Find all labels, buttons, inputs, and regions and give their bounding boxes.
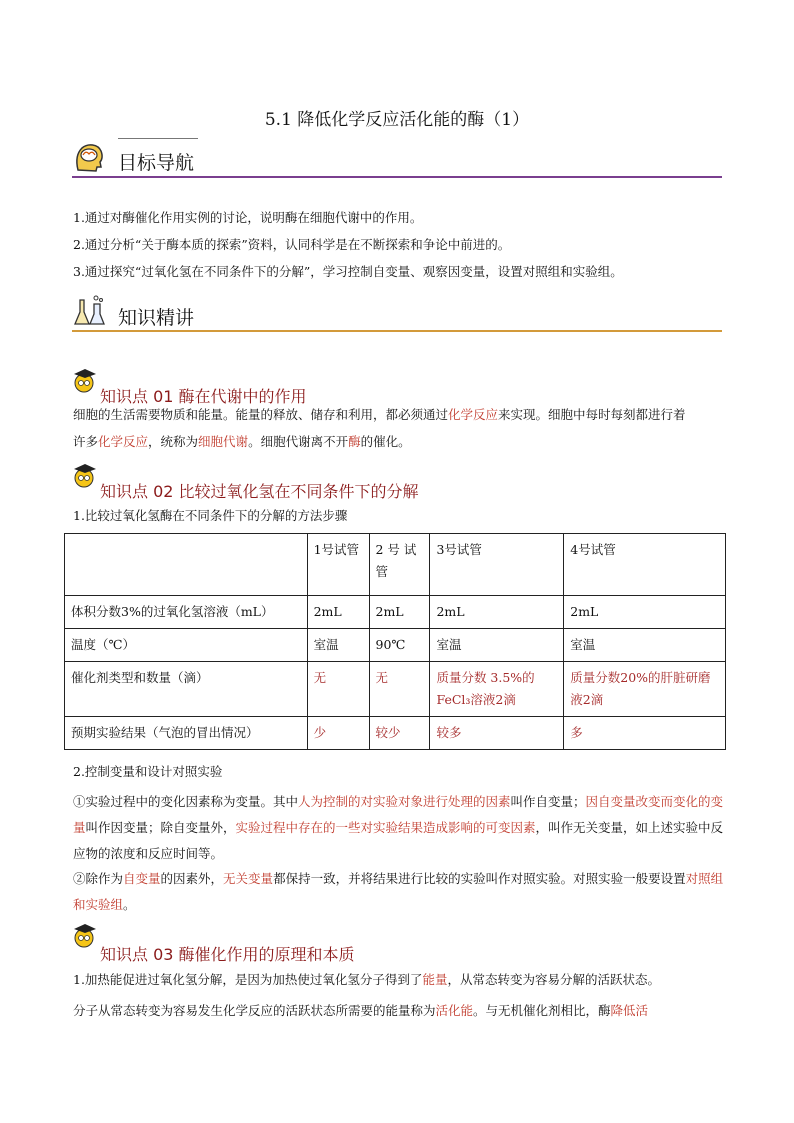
table-row bbox=[65, 596, 726, 629]
table-cell: 催化剂类型和数量（滴） bbox=[65, 662, 308, 717]
kp1-text-line2: 许多化学反应，统称为细胞代谢。细胞代谢离不开酶的催化。 bbox=[73, 434, 411, 449]
table-row bbox=[65, 629, 726, 662]
kp2-paragraph-1: ①实验过程中的变化因素称为变量。其中人为控制的对实验对象进行处理的因素叫作自变量；因自变量改变而变化的变量叫作因变量；除自变量外，实验过程中存在的一些对实验结果造成影响的可变因素，叫作无关变量，如上述实验中反应物的浓度和反应时间等。 bbox=[73, 794, 724, 861]
scholar-icon bbox=[72, 921, 98, 955]
kp2-subtitle: 1.比较过氧化氢酶在不同条件下的分解的方法步骤 bbox=[73, 508, 348, 523]
table-header-cell: 3号试管 bbox=[430, 534, 564, 596]
table-cell: 较少 bbox=[369, 717, 430, 750]
kp3-text-line1: 1.加热能促进过氧化氢分解，是因为加热使过氧化氢分子得到了能量，从常态转变为容易分解的活跃状态。 bbox=[73, 972, 660, 987]
page-title: 5.1 降低化学反应活化能的酶（1） bbox=[264, 110, 530, 130]
header-rule bbox=[118, 138, 198, 139]
goal-item: 1.通过对酶催化作用实例的讨论，说明酶在细胞代谢中的作用。 bbox=[73, 210, 423, 225]
scholar-icon bbox=[72, 366, 98, 400]
table-cell: 2mL bbox=[369, 596, 430, 629]
knowledge-point-title: 知识点 01 酶在代谢中的作用 bbox=[100, 387, 307, 406]
table-cell: 少 bbox=[307, 717, 369, 750]
experiment-table bbox=[64, 533, 726, 750]
knowledge-point-title: 知识点 02 比较过氧化氢在不同条件下的分解 bbox=[100, 482, 419, 501]
kp2-sub2: 2.控制变量和设计对照实验 bbox=[73, 764, 223, 779]
table-cell: 2mL bbox=[430, 596, 564, 629]
section-title-goals: 目标导航 bbox=[118, 152, 195, 174]
flask-icon bbox=[72, 294, 106, 332]
section-divider bbox=[72, 176, 722, 178]
table-cell: 2mL bbox=[307, 596, 369, 629]
table-cell: 2mL bbox=[564, 596, 726, 629]
table-cell: 预期实验结果（气泡的冒出情况） bbox=[65, 717, 308, 750]
table-row bbox=[65, 534, 726, 596]
table-cell: 较多 bbox=[430, 717, 564, 750]
table-cell: 室温 bbox=[430, 629, 564, 662]
scholar-icon bbox=[72, 461, 98, 495]
table-cell: 室温 bbox=[307, 629, 369, 662]
table-cell: 温度（℃） bbox=[65, 629, 308, 662]
table-cell: 无 bbox=[307, 662, 369, 717]
brain-head-icon bbox=[72, 140, 106, 178]
table-row bbox=[65, 717, 726, 750]
table-cell: 90℃ bbox=[369, 629, 430, 662]
table-row bbox=[65, 662, 726, 717]
section-divider bbox=[72, 330, 722, 332]
goal-item: 3.通过探究“过氧化氢在不同条件下的分解”，学习控制自变量、观察因变量，设置对照组和实验组。 bbox=[73, 264, 623, 279]
table-cell: 质量分数 3.5%的FeCl₃溶液2滴 bbox=[430, 662, 564, 717]
table-cell: 体积分数3%的过氧化氢溶液（mL） bbox=[65, 596, 308, 629]
kp2-paragraph-2: ②除作为自变量的因素外，无关变量都保持一致，并将结果进行比较的实验叫作对照实验。对照实验一般要设置对照组和实验组。 bbox=[73, 871, 724, 912]
kp1-text-line1: 细胞的生活需要物质和能量。能量的释放、储存和利用，都必须通过化学反应来实现。细胞中每时每刻都进行着 bbox=[73, 407, 686, 422]
knowledge-point-title: 知识点 03 酶催化作用的原理和本质 bbox=[100, 945, 355, 964]
table-cell: 无 bbox=[369, 662, 430, 717]
kp3-text-line2: 分子从常态转变为容易发生化学反应的活跃状态所需要的能量称为活化能。与无机催化剂相比，酶降低活 bbox=[73, 1003, 649, 1018]
table-cell: 多 bbox=[564, 717, 726, 750]
section-title-knowledge: 知识精讲 bbox=[118, 307, 195, 329]
table-cell bbox=[65, 534, 308, 596]
table-cell: 质量分数20%的肝脏研磨液2滴 bbox=[564, 662, 726, 717]
table-cell: 室温 bbox=[564, 629, 726, 662]
table-header-cell: 2 号 试管 bbox=[369, 534, 430, 596]
table-header-cell: 1号试管 bbox=[307, 534, 369, 596]
goal-item: 2.通过分析“关于酶本质的探索”资料，认同科学是在不断探索和争论中前进的。 bbox=[73, 237, 511, 252]
table-header-cell: 4号试管 bbox=[564, 534, 726, 596]
